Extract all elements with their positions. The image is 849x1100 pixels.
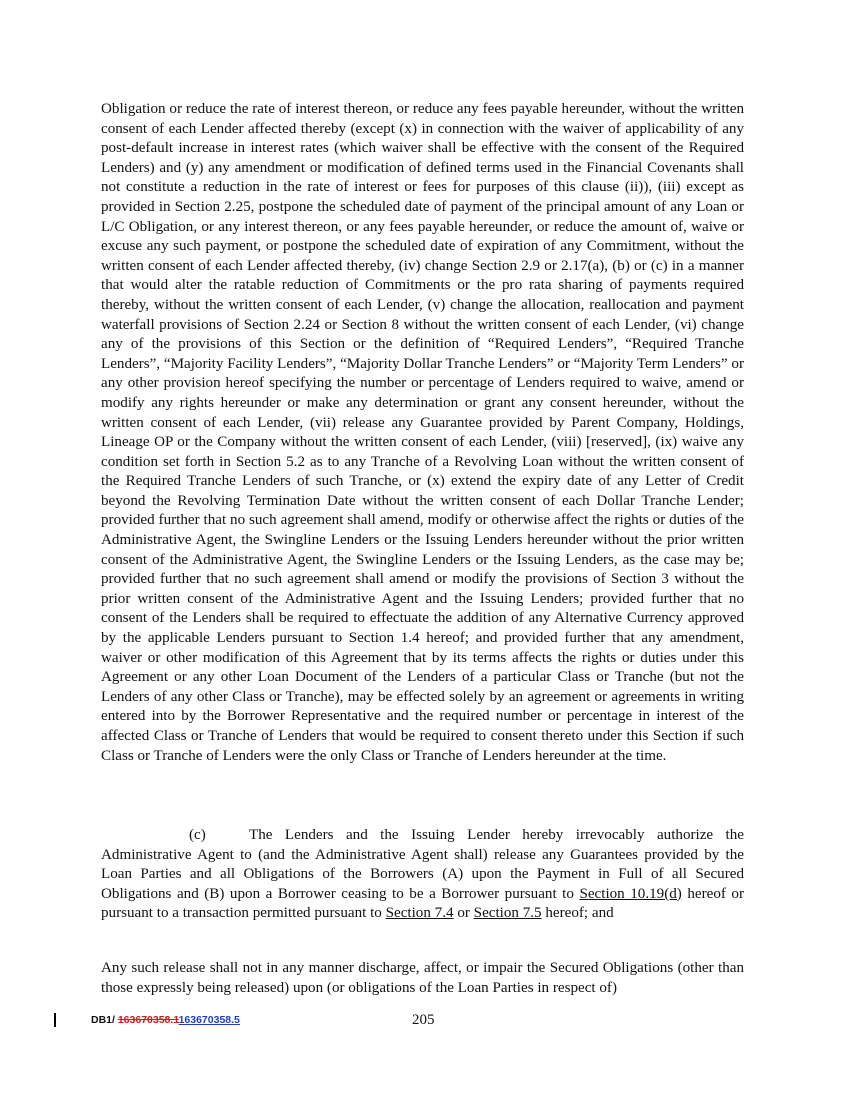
section-reference-10-19-d: Section 10.19(d) xyxy=(579,885,682,902)
section-reference-7-5: Section 7.5 xyxy=(473,905,542,922)
paragraph-text: The Lenders and the Issuing Lender hereby irrevocably authorize the Administrative Agent to (and the Administrative Agent shall) release any Guarantees provided by the Loan Parties and all Obligations of the Borrowers (A) upon the Payment in Full of all Secured Obligations and (B) upon a Borrower ceasing to be a Borrower pursuant to xyxy=(101,827,744,902)
paragraph-release-effect: Any such release shall not in any manner discharge, affect, or impair the Secured Obligations (other than those expressly being released) upon (or obligations of the Loan Parties in respect of) xyxy=(101,960,744,996)
paragraph-c-release-authorization xyxy=(101,826,744,924)
doc-id-deleted: 163670358.1 xyxy=(117,1014,179,1026)
doc-id-inserted: 163670358.5 xyxy=(178,1014,240,1026)
section-reference-7-4: Section 7.4 xyxy=(385,905,454,922)
paragraph-text: hereof or pursuant to a transaction permitted pursuant to xyxy=(101,885,745,922)
doc-prefix: DB1/ xyxy=(91,1014,118,1026)
footer-document-id xyxy=(91,1014,240,1026)
paragraph-amendment-provisions: Obligation or reduce the rate of interest thereon, or reduce any fees payable hereunder, without the written consent of each Lender affected thereby (except (x) in connection with the waiver of applicability of any post-default increase in interest rates (which waiver shall be effective with the consent of the Required Lenders) and (y) any amendment or modification of defined terms used in the Financial Covenants shall not constitute a reduction in the rate of interest or fees for purposes of this clause (ii)), (iii) except as provided in Section 2.25, postpone the scheduled date of payment of the principal amount of any Loan or L/C Obligation, or any interest thereon, or any fees payable hereunder, or reduce the amount of, waive or excuse any such payment, or postpone the scheduled date of expiration of any Commitment, without the written consent of each Lender affected thereby, (iv) change Section 2.9 or 2.17(a), (b) or (c) in a manner that would alter the ratable reduction of Commitments or the pro rata sharing of payments required thereby, without the written consent of each Lender, (v) change the allocation, reallocation and payment waterfall provisions of Section 2.24 or Section 8 without the written consent of each Lender, (vi) change any of the provisions of this Section or the definition of “Required Lenders”, “Required Tranche Lenders”, “Majority Facility Lenders”, “Majority Dollar Tranche Lenders” or “Majority Term Lenders” or any other provision hereof specifying the number or percentage of Lenders required to waive, amend or modify any rights hereunder or make any determination or grant any consent hereunder, without the written consent of each Lender, (vii) release any Guarantee provided by Parent Company, Holdings, Lineage OP or the Company without the written consent of each Lender, (viii) [reserved], (ix) waive any condition set forth in Section 5.2 as to any Tranche of a Revolving Loan without the written consent of the Required Tranche Lenders of such Tranche, or (x) extend the expiry date of any Letter of Credit beyond the Revolving Termination Date without the written consent of each Dollar Tranche Lender; provided further that no such agreement shall amend, modify or otherwise affect the rights or duties of the Administrative Agent, the Swingline Lenders or the Issuing Lenders hereunder without the prior written consent of the Administrative Agent, the Swingline Lenders or the Issuing Lenders, as the case may be; provided further that no such agreement shall amend or modify the provisions of Section 3 without the prior written consent of the Administrative Agent and the Issuing Lenders; provided further that no consent of the Lenders shall be required to effectuate the addition of any Alternative Currency approved by the applicable Lenders pursuant to Section 1.4 hereof; and provided further that any amendment, waiver or other modification of this Agreement that by its terms affects the rights or duties under this Agreement or any other Loan Document of the Lenders of a particular Class or Tranche (but not the Lenders of any other Class or Tranche), may be effected solely by an agreement or agreements in writing entered into by the Borrower Representative and the required number or percentage in interest of the affected Class or Tranche of Lenders that would be required to consent thereto under this Section if such Class or Tranche of Lenders were the only Class or Tranche of Lenders hereunder at the time. xyxy=(101,101,744,764)
change-bar xyxy=(54,1013,56,1027)
page-number: 205 xyxy=(412,1012,435,1028)
paragraph-text: or xyxy=(453,905,474,922)
clause-label: (c) xyxy=(189,827,206,843)
paragraph-text: hereof; and xyxy=(541,905,614,922)
